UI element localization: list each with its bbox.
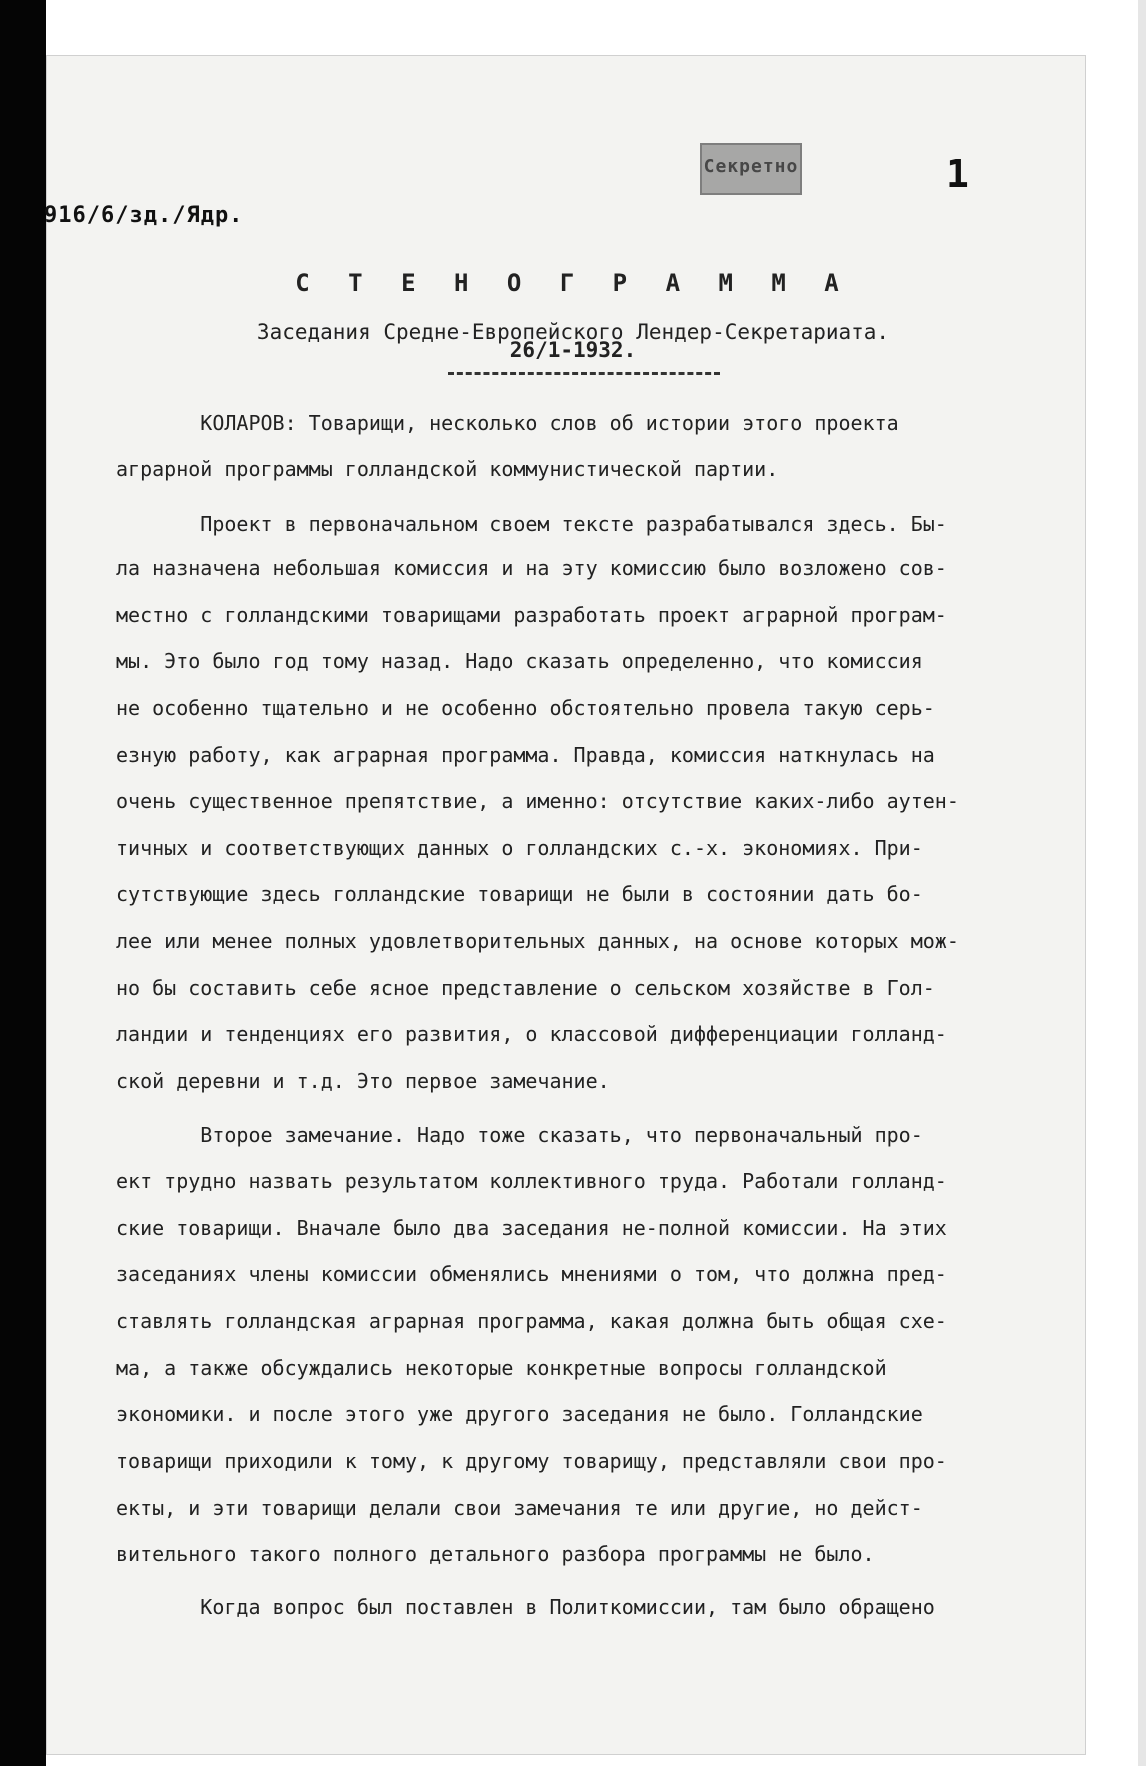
body-line: очень существенное препятствие, а именно: отсутствие каких-либо аутен- bbox=[116, 789, 959, 813]
body-line: вительного такого полного детального разбора программы не было. bbox=[116, 1542, 875, 1566]
body-line: аграрной программы голландской коммунистической партии. bbox=[116, 457, 779, 481]
document-title: С Т Е Н О Г Р А М М А bbox=[295, 269, 851, 297]
scan-left-border bbox=[0, 0, 46, 1766]
body-line: ские товарищи. Вначале было два заседания не-полной комиссии. На этих bbox=[116, 1216, 947, 1240]
body-line: Когда вопрос был поставлен в Политкомиссии, там было обращено bbox=[116, 1595, 935, 1619]
body-line: заседаниях члены комиссии обменялись мнениями о том, что должна пред- bbox=[116, 1262, 947, 1286]
body-line: ской деревни и т.д. Это первое замечание. bbox=[116, 1069, 610, 1093]
body-line: екты, и эти товарищи делали свои замечания те или другие, но дейст- bbox=[116, 1496, 923, 1520]
body-line: ла назначена небольшая комиссия и на эту комиссию было возложено сов- bbox=[116, 556, 947, 580]
body-line: Проект в первоначальном своем тексте разрабатывался здесь. Бы- bbox=[116, 512, 947, 536]
body-line: но бы составить себе ясное представление о сельском хозяйстве в Гол- bbox=[116, 976, 935, 1000]
body-line: экономики. и после этого уже другого заседания не было. Голландские bbox=[116, 1402, 923, 1426]
body-line: ма, а также обсуждались некоторые конкретные вопросы голландской bbox=[116, 1356, 887, 1380]
body-line: ект трудно назвать результатом коллективного труда. Работали голланд- bbox=[116, 1169, 947, 1193]
body-line: сутствующие здесь голландские товарищи не были в состоянии дать бо- bbox=[116, 882, 923, 906]
document-date: 26/1-1932. bbox=[509, 338, 637, 362]
body-line: ставлять голландская аграрная программа, какая должна быть общая схе- bbox=[116, 1309, 947, 1333]
reference-number: 916/6/зд./Ядр. bbox=[44, 203, 244, 228]
page-number: 1 bbox=[946, 152, 969, 196]
body-line: Второе замечание. Надо тоже сказать, что первоначальный про- bbox=[116, 1123, 923, 1147]
body-line: лее или менее полных удовлетворительных данных, на основе которых мож- bbox=[116, 929, 959, 953]
document-subtitle: Заседания Средне-Европейского Лендер-Секретариата. bbox=[256, 320, 890, 344]
scan-right-edge bbox=[1138, 0, 1146, 1766]
secret-stamp: Секретно bbox=[700, 143, 802, 195]
body-line: КОЛАРОВ: Товарищи, несколько слов об истории этого проекта bbox=[116, 411, 899, 435]
body-line: местно с голландскими товарищами разработать проект аграрной програм- bbox=[116, 603, 947, 627]
body-line: езную работу, как аграрная программа. Правда, комиссия наткнулась на bbox=[116, 743, 935, 767]
title-divider bbox=[448, 372, 720, 375]
body-line: тичных и соответствующих данных о голландских с.-х. экономиях. При- bbox=[116, 836, 923, 860]
body-line: мы. Это было год тому назад. Надо сказать определенно, что комиссия bbox=[116, 649, 923, 673]
body-line: ландии и тенденциях его развития, о классовой дифференциации голланд- bbox=[116, 1022, 947, 1046]
body-line: товарищи приходили к тому, к другому товарищу, представляли свои про- bbox=[116, 1449, 947, 1473]
body-line: не особенно тщательно и не особенно обстоятельно провела такую серь- bbox=[116, 696, 935, 720]
